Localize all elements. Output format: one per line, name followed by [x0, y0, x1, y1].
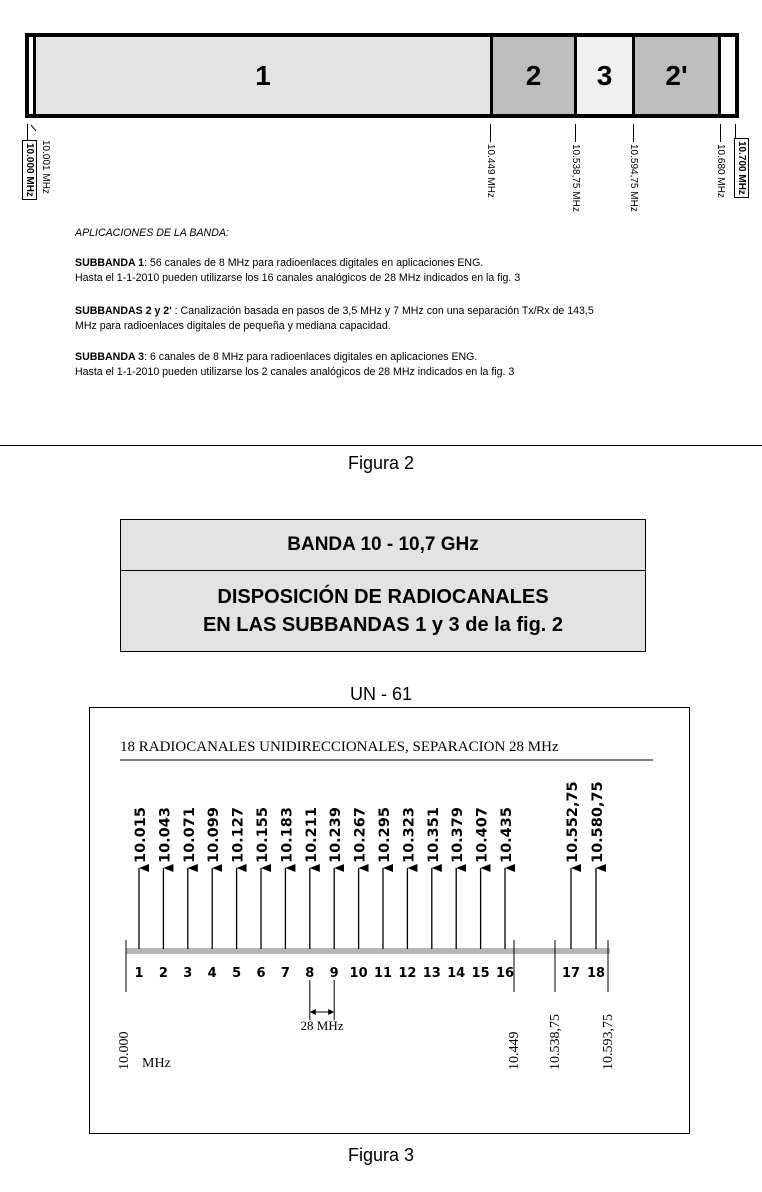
channel-freq-11: 10.295	[377, 807, 393, 863]
subband-2-line1: : Canalización basada en pasos de 3,5 MHz y 7 MHz con una separación Tx/Rx de 143,5	[171, 305, 594, 317]
tick-10594	[633, 124, 634, 142]
un-label: UN - 61	[349, 684, 412, 704]
channel-freq-12: 10.323	[401, 807, 418, 863]
channel-freq-17: 10.552,75	[565, 781, 581, 863]
tick-10538	[575, 124, 576, 142]
channel-number-9: 9	[329, 966, 339, 981]
channel-number-15: 15	[471, 966, 490, 981]
guard-band-right	[721, 37, 735, 114]
tick-10000	[27, 124, 28, 140]
tick-10001	[31, 125, 37, 132]
band-subtitle-line2: EN LAS SUBBANDAS 1 y 3 de la fig. 2	[202, 614, 564, 636]
freq-label-10700: 10.700 MHz	[734, 138, 749, 198]
guard-band-left	[29, 37, 33, 114]
spacing-label: 28 MHz	[300, 1018, 344, 1033]
freq-label-10680: 10.680 MHz	[715, 144, 726, 198]
channel-number-10: 10	[349, 966, 368, 981]
subband-1-description	[75, 256, 735, 286]
channel-freq-8: 10.211	[303, 807, 320, 863]
channel-number-3: 3	[183, 966, 193, 981]
channel-diagram-svg	[90, 708, 689, 1133]
band-allocation-bar	[25, 33, 739, 118]
freq-label-10538: 10.538,75 MHz	[570, 144, 581, 212]
subband-1-line1: : 56 canales de 8 MHz para radioenlaces digitales en aplicaciones ENG.	[144, 257, 484, 269]
band-title: BANDA 10 - 10,7 GHz	[121, 520, 645, 571]
channel-freq-6: 10.155	[255, 807, 271, 863]
subband-3	[577, 37, 632, 114]
frequency-axis	[126, 948, 610, 954]
channel-freq-7: 10.183	[279, 807, 296, 863]
diagram-heading: 18 RADIOCANALES UNIDIRECCIONALES, SEPARACION 28 MHz	[120, 739, 559, 755]
channel-freq-15: 10.407	[474, 807, 491, 863]
subband-1-line2: Hasta el 1-1-2010 pueden utilizarse los 16 canales analógicos de 28 MHz indicados en la fig. 3	[75, 272, 521, 284]
channel-freq-13: 10.351	[425, 807, 442, 863]
edge-label-4: 10.593,75	[601, 1014, 616, 1070]
channel-number-14: 14	[447, 966, 466, 981]
subband-2	[493, 37, 574, 114]
tick-10449	[490, 124, 491, 142]
channel-number-2: 2	[158, 966, 168, 981]
freq-label-10594: 10.594,75 MHz	[628, 144, 639, 212]
subband-2prime-label: 2'	[665, 59, 688, 91]
edge-label-2: 10.449	[507, 1031, 522, 1070]
subband-2prime	[635, 37, 718, 114]
subband-1	[36, 37, 490, 114]
subband-3-description	[75, 350, 735, 380]
channel-number-8: 8	[305, 966, 315, 981]
channel-number-16: 16	[495, 966, 515, 981]
channel-freq-9: 10.239	[328, 807, 345, 863]
channel-number-18: 18	[586, 966, 606, 981]
channel-freq-4: 10.099	[206, 807, 223, 863]
channel-diagram	[89, 707, 690, 1134]
channel-number-4: 4	[207, 966, 217, 981]
band-subtitle	[121, 571, 645, 651]
subband-1-label: 1	[255, 59, 271, 91]
channel-number-6: 6	[256, 966, 266, 981]
divider	[0, 445, 762, 446]
channel-number-5: 5	[232, 966, 242, 981]
channel-freq-2: 10.043	[157, 807, 174, 863]
channel-freq-18: 10.580,75	[590, 781, 606, 863]
subband-3-label: 3	[596, 59, 613, 91]
band-title-box	[120, 519, 646, 652]
channel-freq-1: 10.015	[133, 807, 149, 863]
subband-2-title: SUBBANDAS 2 y 2'	[75, 305, 172, 317]
freq-label-10001: 10.001 MHz	[40, 140, 51, 194]
subband-2-label: 2	[525, 59, 542, 91]
channel-freq-14: 10.379	[450, 807, 467, 863]
channel-number-7: 7	[280, 966, 290, 981]
freq-label-10000: 10.000 MHz	[22, 140, 37, 200]
channel-number-11: 11	[373, 966, 393, 981]
subband-3-line2: Hasta el 1-1-2010 pueden utilizarse los 2 canales analógicos de 28 MHz indicados en la fig. 3	[75, 366, 515, 378]
figure-3-caption: Figura 3	[347, 1145, 415, 1165]
freq-label-10449: 10.449 MHz	[485, 144, 496, 198]
channel-number-12: 12	[398, 966, 417, 981]
unit-label: MHz	[142, 1056, 171, 1071]
subband-3-title: SUBBANDA 3	[75, 351, 145, 363]
edge-label-1: 10.000	[117, 1031, 132, 1070]
channel-number-17: 17	[561, 966, 581, 981]
spacing-arrowhead-left	[310, 1009, 316, 1015]
subband-2-description	[75, 304, 735, 334]
channel-number-1: 1	[134, 966, 144, 981]
figure-2-caption: Figura 2	[347, 453, 415, 473]
spacing-arrowhead-right	[328, 1009, 334, 1015]
subband-3-line1: : 6 canales de 8 MHz para radioenlaces digitales en aplicaciones ENG.	[144, 351, 478, 363]
applications-heading: APLICACIONES DE LA BANDA:	[75, 227, 229, 239]
subband-1-title: SUBBANDA 1	[75, 257, 145, 269]
subband-2-line2: MHz para radioenlaces digitales de pequeña y mediana capacidad.	[75, 320, 391, 332]
channel-freq-3: 10.071	[181, 807, 198, 863]
edge-label-3: 10.538,75	[548, 1014, 563, 1070]
channel-freq-10: 10.267	[352, 807, 369, 863]
channel-number-13: 13	[422, 966, 441, 981]
band-subtitle-line1: DISPOSICIÓN DE RADIOCANALES	[217, 586, 549, 608]
channel-freq-5: 10.127	[230, 807, 247, 863]
tick-10680	[720, 124, 721, 142]
channel-freq-16: 10.435	[499, 807, 515, 863]
tick-10700	[735, 124, 736, 138]
